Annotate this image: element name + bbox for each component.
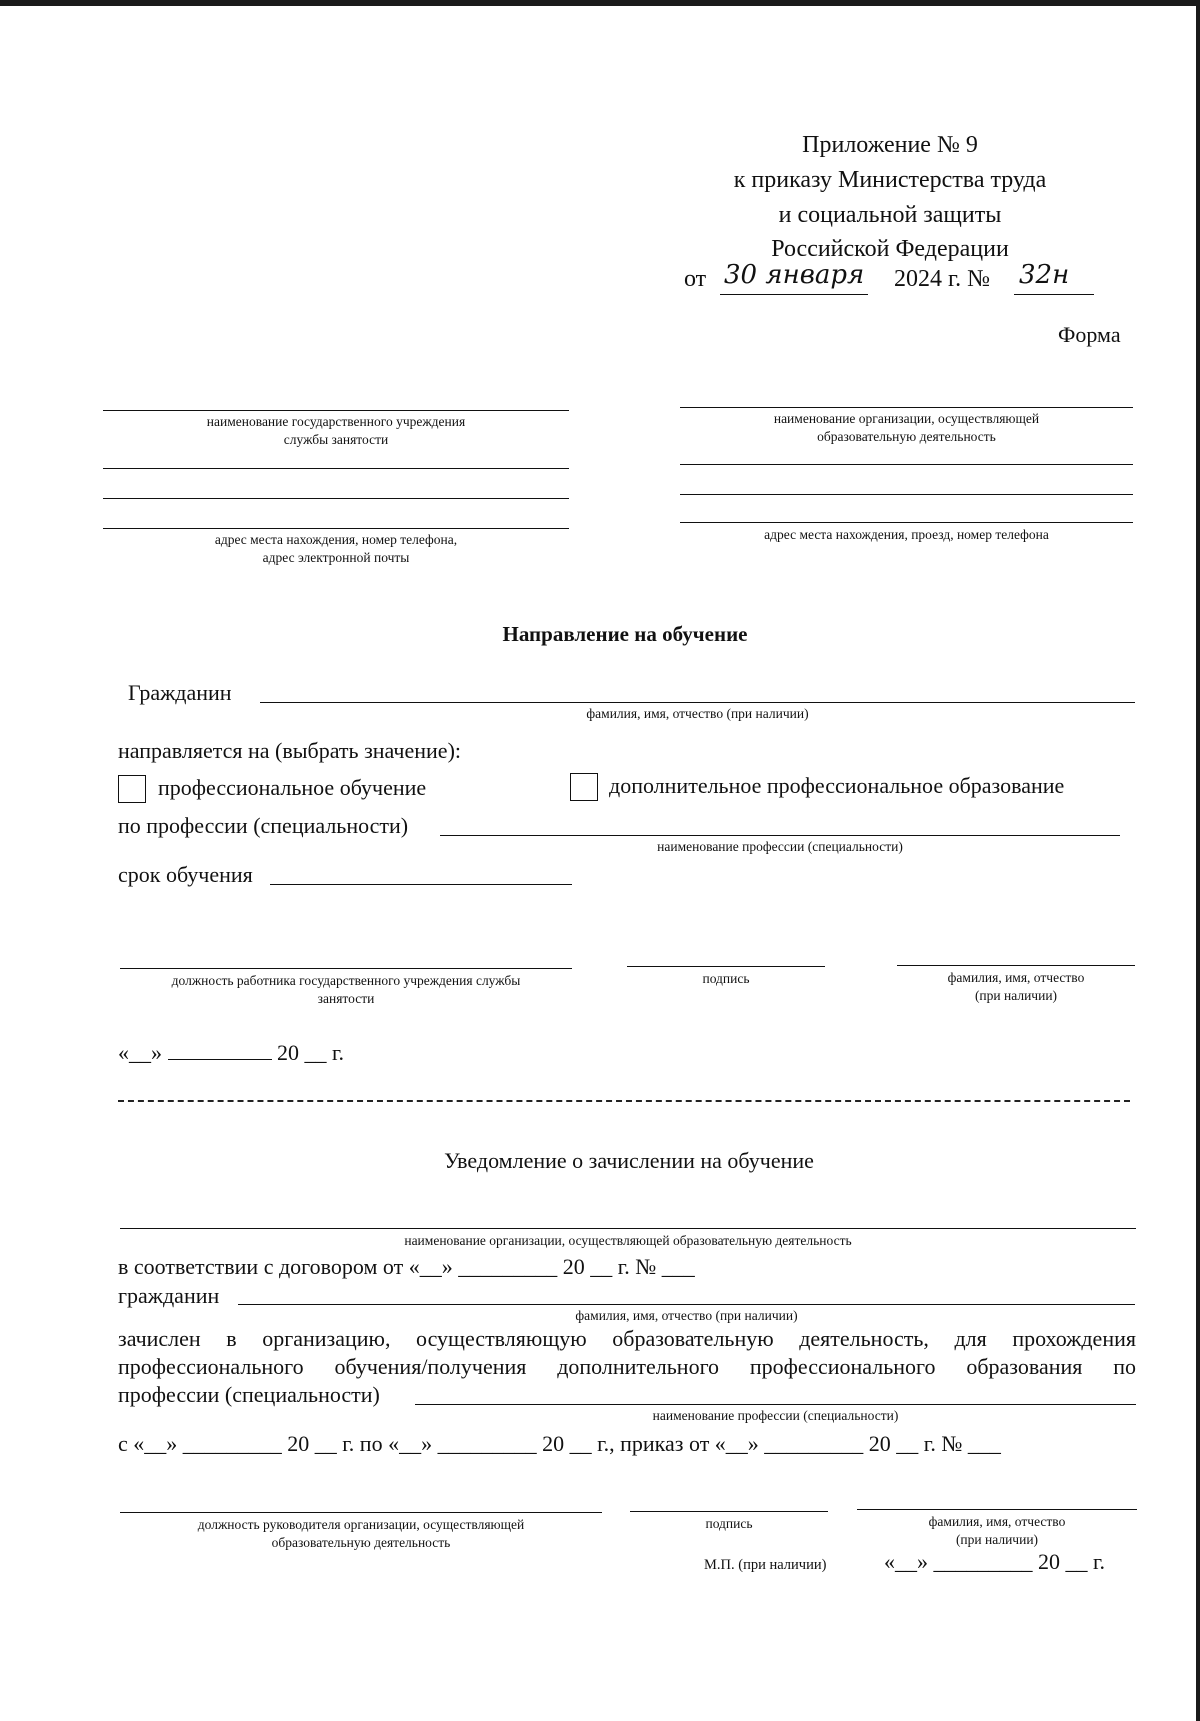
option-professional-training-label: профессиональное обучение bbox=[158, 775, 427, 800]
notice-position-line bbox=[120, 1512, 602, 1513]
referral-profession-caption: наименование профессии (специальности) bbox=[657, 839, 903, 854]
notice-enrolled-line-1: зачислен в организацию, осуществляющую образовательную деятельность, для прохождения bbox=[118, 1326, 1136, 1351]
notice-fio-line bbox=[857, 1509, 1137, 1510]
right-address-line-1 bbox=[680, 464, 1133, 465]
referral-title: Направление на обучение bbox=[502, 622, 748, 646]
notice-citizen-label: гражданин bbox=[118, 1283, 220, 1308]
checkbox-additional-education[interactable] bbox=[570, 773, 598, 801]
left-name-caption-line-1: наименование государственного учреждения bbox=[206, 414, 466, 429]
notice-citizen-line bbox=[238, 1304, 1135, 1305]
referral-signature-caption: подпись bbox=[702, 971, 750, 986]
order-year-text: 2024 г. № bbox=[894, 266, 991, 292]
referral-fio-caption-line-2: (при наличии) bbox=[974, 987, 1058, 1003]
referral-citizen-line bbox=[260, 702, 1135, 703]
referral-fio-caption bbox=[897, 969, 1135, 1005]
left-address-caption bbox=[103, 531, 569, 567]
scan-edge-right bbox=[1196, 0, 1200, 1721]
notice-profession-line bbox=[415, 1404, 1136, 1405]
notice-position-caption bbox=[120, 1516, 602, 1552]
header-line-2: к приказу Министерства труда bbox=[733, 166, 1047, 193]
left-address-line-3 bbox=[103, 528, 569, 529]
order-number-handwritten: 32н bbox=[1019, 260, 1070, 290]
referral-directed-label: направляется на (выбрать значение): bbox=[118, 738, 462, 763]
header-line-1: Приложение № 9 bbox=[802, 132, 978, 158]
referral-fio-line bbox=[897, 965, 1135, 966]
left-address-caption-line-1: адрес места нахождения, номер телефона, bbox=[214, 532, 458, 547]
notice-enrolled-line-2: профессионального обучения/получения дополнительного профессионального образования по bbox=[118, 1354, 1136, 1379]
notice-position-caption-line-1: должность руководителя организации, осуществляющей bbox=[197, 1517, 525, 1532]
referral-citizen-caption: фамилия, имя, отчество (при наличии) bbox=[586, 706, 809, 721]
right-address-line-2 bbox=[680, 494, 1133, 495]
order-from-prefix: от bbox=[684, 266, 707, 292]
cut-line bbox=[118, 1100, 1130, 1102]
right-name-caption bbox=[680, 410, 1133, 446]
referral-profession-line bbox=[440, 835, 1120, 836]
notice-signature-caption: подпись bbox=[705, 1516, 753, 1531]
referral-term-label: срок обучения bbox=[118, 862, 253, 887]
seal-caption: М.П. (при наличии) bbox=[704, 1557, 827, 1573]
notice-fio-caption-line-2: (при наличии) bbox=[955, 1531, 1039, 1547]
referral-date-year: 20 __ г. bbox=[277, 1040, 345, 1065]
right-address-caption: адрес места нахождения, проезд, номер телефона bbox=[764, 527, 1049, 542]
notice-profession-caption: наименование профессии (специальности) bbox=[652, 1408, 899, 1423]
notice-fio-caption-line-1: фамилия, имя, отчество bbox=[928, 1514, 1066, 1529]
notice-position-caption-line-2: образовательную деятельность bbox=[271, 1534, 451, 1550]
notice-org-line bbox=[120, 1228, 1136, 1229]
referral-position-caption-line-1: должность работника государственного учреждения службы bbox=[171, 973, 521, 988]
left-name-caption bbox=[103, 413, 569, 449]
scan-edge-top bbox=[0, 0, 1200, 6]
left-address-line-2 bbox=[103, 498, 569, 499]
referral-profession-label: по профессии (специальности) bbox=[118, 813, 409, 838]
order-number-underline bbox=[1014, 294, 1094, 295]
referral-fio-caption-line-1: фамилия, имя, отчество bbox=[947, 970, 1085, 985]
form-label: Форма bbox=[1058, 322, 1121, 347]
referral-signature-line bbox=[627, 966, 825, 967]
left-name-caption-line-2: службы занятости bbox=[283, 431, 389, 447]
referral-citizen-label: Гражданин bbox=[128, 680, 232, 705]
notice-org-caption: наименование организации, осуществляющей образовательную деятельность bbox=[404, 1233, 852, 1248]
checkbox-professional-training[interactable] bbox=[118, 775, 146, 803]
referral-position-caption-line-2: занятости bbox=[317, 990, 375, 1006]
notice-fio-caption bbox=[857, 1513, 1137, 1549]
order-date-line bbox=[684, 260, 1104, 298]
header-line-4: Российской Федерации bbox=[771, 236, 1009, 263]
notice-citizen-caption: фамилия, имя, отчество (при наличии) bbox=[575, 1308, 798, 1323]
notice-contract-text: в соответствии с договором от «__» _________ 20 __ г. № ___ bbox=[118, 1254, 695, 1279]
referral-date-month-line bbox=[168, 1041, 272, 1060]
left-name-line bbox=[103, 410, 569, 411]
referral-position-line bbox=[120, 968, 572, 969]
notice-date-text: «__» _________ 20 __ г. bbox=[884, 1549, 1106, 1574]
appendix-header bbox=[680, 128, 1100, 267]
option-additional-education-label: дополнительное профессиональное образование bbox=[609, 773, 1065, 798]
referral-term-line bbox=[270, 884, 572, 885]
right-name-caption-line-2: образовательную деятельность bbox=[817, 428, 996, 444]
order-date-handwritten: 30 января bbox=[724, 260, 865, 290]
left-address-caption-line-2: адрес электронной почты bbox=[262, 549, 410, 565]
notice-title: Уведомление о зачислении на обучение bbox=[444, 1148, 814, 1173]
referral-position-caption bbox=[120, 972, 572, 1008]
left-address-line-1 bbox=[103, 468, 569, 469]
notice-profession-label: профессии (специальности) bbox=[118, 1382, 380, 1407]
notice-period-text: с «__» _________ 20 __ г. по «__» _________ 20 __ г., приказ от «__» _________ 20 __ г. № ___ bbox=[118, 1431, 1001, 1456]
right-name-line bbox=[680, 407, 1133, 408]
right-name-caption-line-1: наименование организации, осуществляющей bbox=[773, 411, 1040, 426]
referral-date-day: «__» bbox=[118, 1040, 162, 1065]
referral-date bbox=[118, 1040, 344, 1066]
right-address-line-3 bbox=[680, 522, 1133, 523]
notice-signature-line bbox=[630, 1511, 828, 1512]
order-date-underline bbox=[720, 294, 868, 295]
header-line-3: и социальной защиты bbox=[778, 201, 1002, 228]
